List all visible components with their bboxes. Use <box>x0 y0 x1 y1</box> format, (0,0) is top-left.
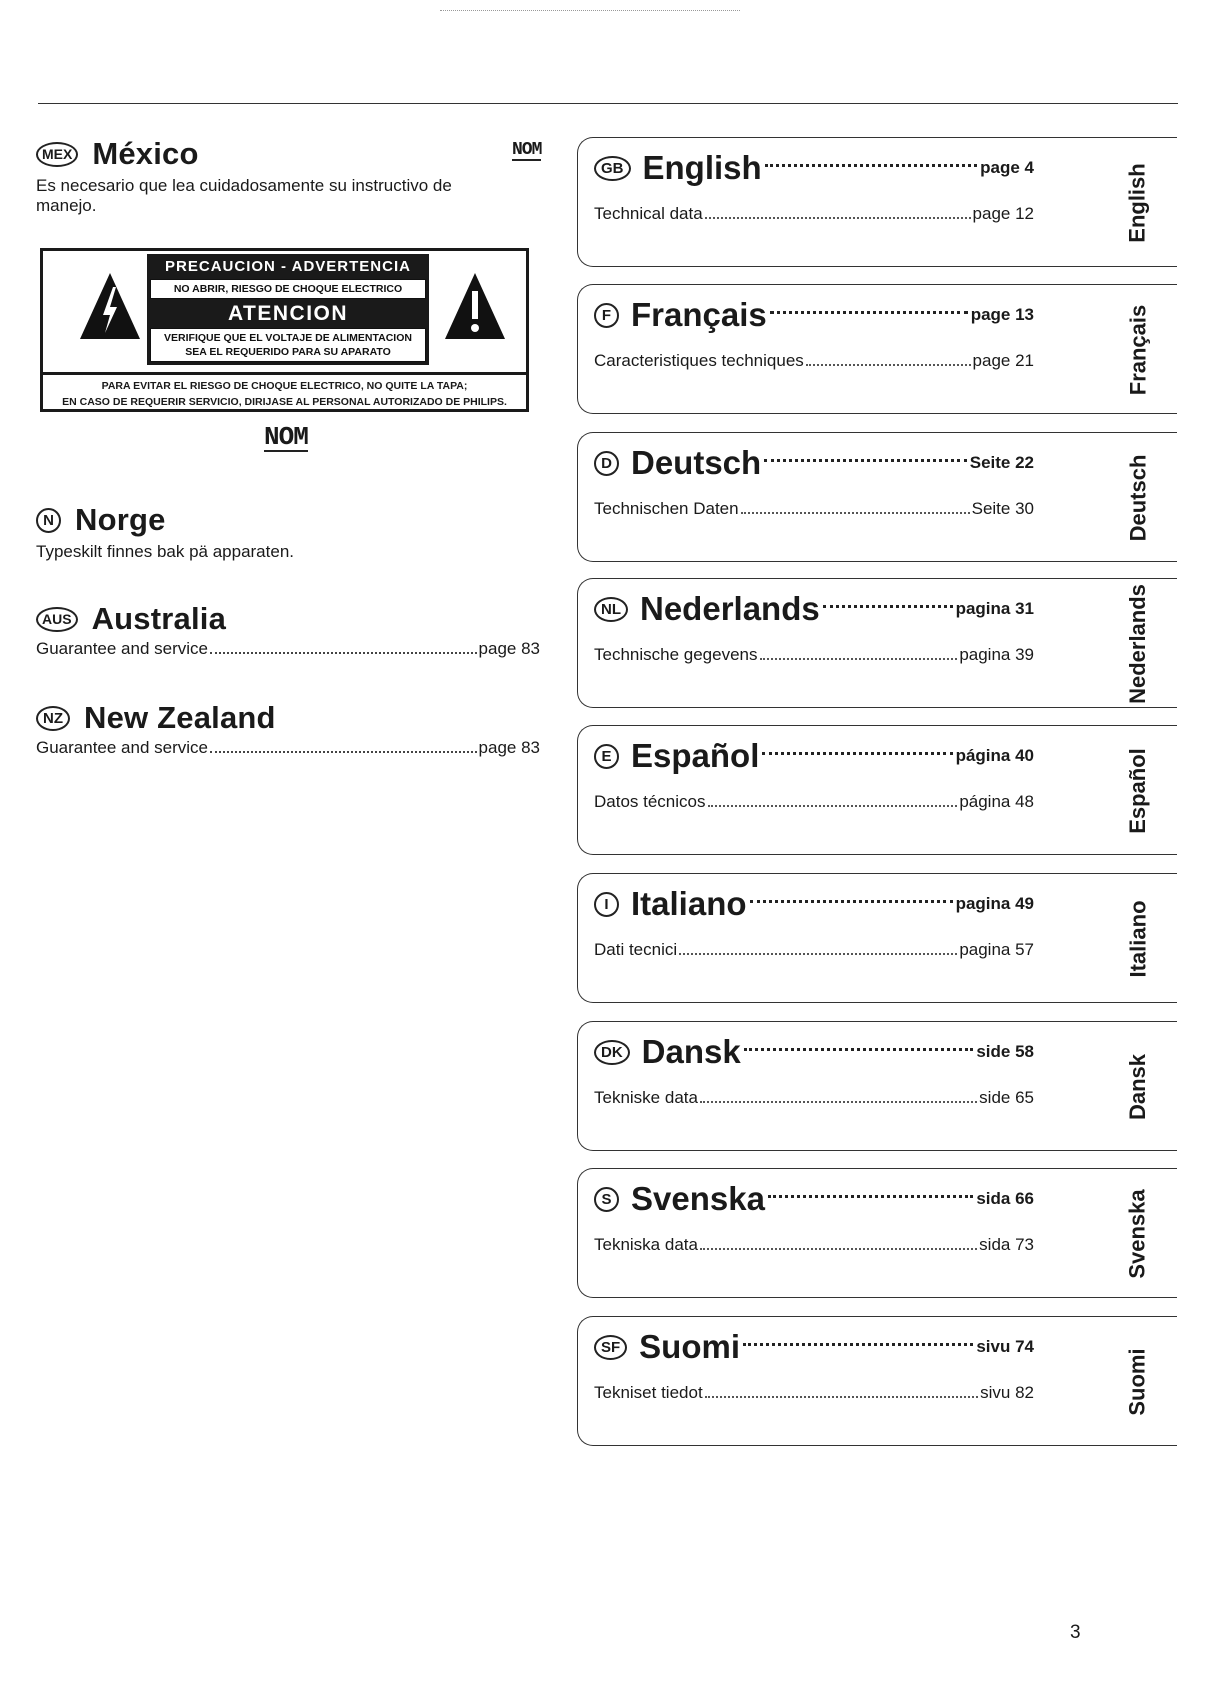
technical-data-row <box>594 351 1034 371</box>
technical-data-row <box>594 1383 1034 1403</box>
technical-data-row <box>594 204 1034 224</box>
language-tab[interactable] <box>577 1021 1177 1151</box>
leader-dots <box>750 899 953 903</box>
technical-data-label: Technical data <box>594 204 703 223</box>
language-heading-row <box>594 1327 1034 1367</box>
leader-dots <box>743 1342 973 1346</box>
language-tab[interactable] <box>577 725 1177 855</box>
leader-dots <box>760 657 958 660</box>
country-name-australia: Australia <box>91 601 227 636</box>
language-heading-row <box>594 1179 1034 1219</box>
leader-dots <box>705 1395 978 1398</box>
leader-dots <box>741 511 970 514</box>
language-page: pagina 49 <box>955 894 1034 913</box>
warning-center-panel <box>147 254 429 365</box>
country-name-norge: Norge <box>75 502 166 537</box>
language-name: Svenska <box>631 1180 765 1217</box>
language-name: Deutsch <box>631 444 762 481</box>
side-tab-label <box>1118 138 1158 268</box>
norge-text: Typeskilt finnes bak pä apparaten. <box>36 542 294 561</box>
side-tab-label <box>1118 726 1158 856</box>
technical-data-label: Technischen Daten <box>594 499 739 518</box>
language-page: page 13 <box>970 305 1034 324</box>
language-badge: I <box>594 892 619 917</box>
language-tab[interactable] <box>577 284 1177 414</box>
mexico-text-line1: Es necesario que lea cuidadosamente su instructivo de <box>36 176 452 195</box>
language-tab[interactable] <box>577 1168 1177 1298</box>
technical-data-page: page 21 <box>972 351 1034 370</box>
language-badge: SF <box>594 1335 627 1360</box>
side-tab-text: Italiano <box>1125 900 1151 978</box>
section-norge <box>36 500 546 562</box>
australia-page: page 83 <box>478 639 540 658</box>
side-tab-text: Nederlands <box>1125 584 1151 704</box>
technical-data-row <box>594 645 1034 665</box>
warning-bottom1: PARA EVITAR EL RIESGO DE CHOQUE ELECTRICO, NO QUITE LA TAPA; <box>101 380 468 392</box>
language-page: página 40 <box>955 746 1034 765</box>
leader-dots <box>765 163 977 167</box>
side-tab-label <box>1118 874 1158 1004</box>
technical-data-label: Dati tecnici <box>594 940 678 959</box>
technical-data-label: Caracteristiques techniques <box>594 351 804 370</box>
newzealand-guarantee-entry <box>36 738 540 758</box>
side-tab-text: Español <box>1125 748 1151 834</box>
technical-data-row <box>594 1235 1034 1255</box>
language-heading-row <box>594 884 1034 924</box>
language-name: Français <box>631 296 767 333</box>
language-badge: E <box>594 744 619 769</box>
language-tab[interactable] <box>577 873 1177 1003</box>
language-name: Español <box>631 737 760 774</box>
warning-line2a: VERIFIQUE QUE EL VOLTAJE DE ALIMENTACION <box>164 332 412 344</box>
leader-dots <box>679 952 957 955</box>
side-tab-label <box>1118 1169 1158 1299</box>
technical-data-page: Seite 30 <box>971 499 1034 518</box>
section-mexico <box>36 134 546 216</box>
side-tab-label <box>1118 1317 1158 1447</box>
side-tab-label <box>1118 1022 1158 1152</box>
language-tab[interactable] <box>577 137 1177 267</box>
section-newzealand <box>36 698 540 758</box>
language-heading-row <box>594 736 1034 776</box>
technical-data-page: page 12 <box>972 204 1034 223</box>
side-tab-label <box>1118 579 1158 709</box>
warning-title: PRECAUCION - ADVERTENCIA <box>165 258 411 275</box>
language-name: English <box>642 149 762 186</box>
language-heading-row <box>594 148 1034 188</box>
mexico-text-line2: manejo. <box>36 196 97 215</box>
leader-dots <box>744 1047 974 1051</box>
section-australia <box>36 599 540 659</box>
language-name: Dansk <box>641 1033 741 1070</box>
side-tab-label <box>1118 285 1158 415</box>
side-tab-text: Dansk <box>1125 1053 1151 1121</box>
top-rule <box>38 103 1178 104</box>
country-badge-n: N <box>36 508 61 533</box>
nom-mark-top: NOM <box>512 140 542 160</box>
technical-data-label: Datos técnicos <box>594 792 706 811</box>
electric-shock-warning-icon <box>79 271 141 341</box>
language-heading-row <box>594 1032 1034 1072</box>
country-name-mexico: México <box>92 136 199 171</box>
language-page: pagina 31 <box>955 599 1034 618</box>
language-page: sida 66 <box>976 1189 1034 1208</box>
warning-label <box>40 248 529 412</box>
language-tab[interactable] <box>577 578 1177 708</box>
warning-line2 <box>150 328 426 362</box>
side-tab-text: Deutsch <box>1125 454 1151 542</box>
page-number: 3 <box>1070 1622 1081 1643</box>
country-badge-aus: AUS <box>36 607 78 632</box>
leader-dots <box>708 804 958 807</box>
exclamation-warning-icon <box>444 271 506 341</box>
technical-data-row <box>594 1088 1034 1108</box>
side-tab-text: Suomi <box>1125 1348 1151 1416</box>
technical-data-label: Technische gegevens <box>594 645 758 664</box>
technical-data-page: página 48 <box>959 792 1034 811</box>
leader-dots <box>705 216 971 219</box>
side-tab-label <box>1118 433 1158 563</box>
language-name: Italiano <box>631 885 747 922</box>
language-tab[interactable] <box>577 432 1177 562</box>
language-name: Suomi <box>639 1328 741 1365</box>
scan-specks <box>440 10 740 12</box>
country-badge-nz: NZ <box>36 706 70 731</box>
side-tab-text: Svenska <box>1125 1189 1151 1279</box>
technical-data-row <box>594 792 1034 812</box>
technical-data-row <box>594 499 1034 519</box>
warning-line2b: SEA EL REQUERIDO PARA SU APARATO <box>185 346 391 358</box>
language-heading-row <box>594 589 1034 629</box>
leader-dots <box>806 363 971 366</box>
technical-data-page: sida 73 <box>979 1235 1034 1254</box>
technical-data-row <box>594 940 1034 960</box>
leader-dots <box>764 458 967 462</box>
leader-dots <box>823 604 953 608</box>
technical-data-label: Tekniske data <box>594 1088 698 1107</box>
newzealand-text: Guarantee and service <box>36 738 208 757</box>
language-badge: NL <box>594 597 628 622</box>
language-badge: F <box>594 303 619 328</box>
language-page: page 4 <box>980 158 1034 177</box>
warning-line1: NO ABRIR, RIESGO DE CHOQUE ELECTRICO <box>150 279 426 299</box>
language-tab[interactable] <box>577 1316 1177 1446</box>
warning-heading: ATENCION <box>227 302 349 325</box>
country-badge-mex: MEX <box>36 142 78 167</box>
language-name: Nederlands <box>640 590 820 627</box>
technical-data-page: side 65 <box>979 1088 1034 1107</box>
language-heading-row <box>594 295 1034 335</box>
language-badge: S <box>594 1187 619 1212</box>
language-badge: D <box>594 451 619 476</box>
nom-mark-large: NOM <box>264 422 308 452</box>
technical-data-label: Tekniska data <box>594 1235 698 1254</box>
warning-bottom-text <box>43 372 526 410</box>
warning-bottom2: EN CASO DE REQUERIR SERVICIO, DIRIJASE AL PERSONAL AUTORIZADO DE PHILIPS. <box>62 396 507 408</box>
australia-guarantee-entry <box>36 639 540 659</box>
language-heading-row <box>594 443 1034 483</box>
language-page: sivu 74 <box>976 1337 1034 1356</box>
australia-text: Guarantee and service <box>36 639 208 658</box>
language-page: side 58 <box>976 1042 1034 1061</box>
language-badge: GB <box>594 156 631 181</box>
leader-dots <box>700 1247 977 1250</box>
newzealand-page: page 83 <box>478 738 540 757</box>
technical-data-page: pagina 57 <box>959 940 1034 959</box>
language-page: Seite 22 <box>969 453 1034 472</box>
technical-data-page: pagina 39 <box>959 645 1034 664</box>
leader-dots <box>770 310 968 314</box>
side-tab-text: Français <box>1125 304 1150 396</box>
language-badge: DK <box>594 1040 630 1065</box>
side-tab-text: English <box>1125 163 1151 243</box>
leader-dots <box>768 1194 973 1198</box>
country-name-newzealand: New Zealand <box>84 700 276 735</box>
leader-dots <box>700 1100 977 1103</box>
technical-data-page: sivu 82 <box>980 1383 1034 1402</box>
technical-data-label: Tekniset tiedot <box>594 1383 703 1402</box>
leader-dots <box>762 751 952 755</box>
